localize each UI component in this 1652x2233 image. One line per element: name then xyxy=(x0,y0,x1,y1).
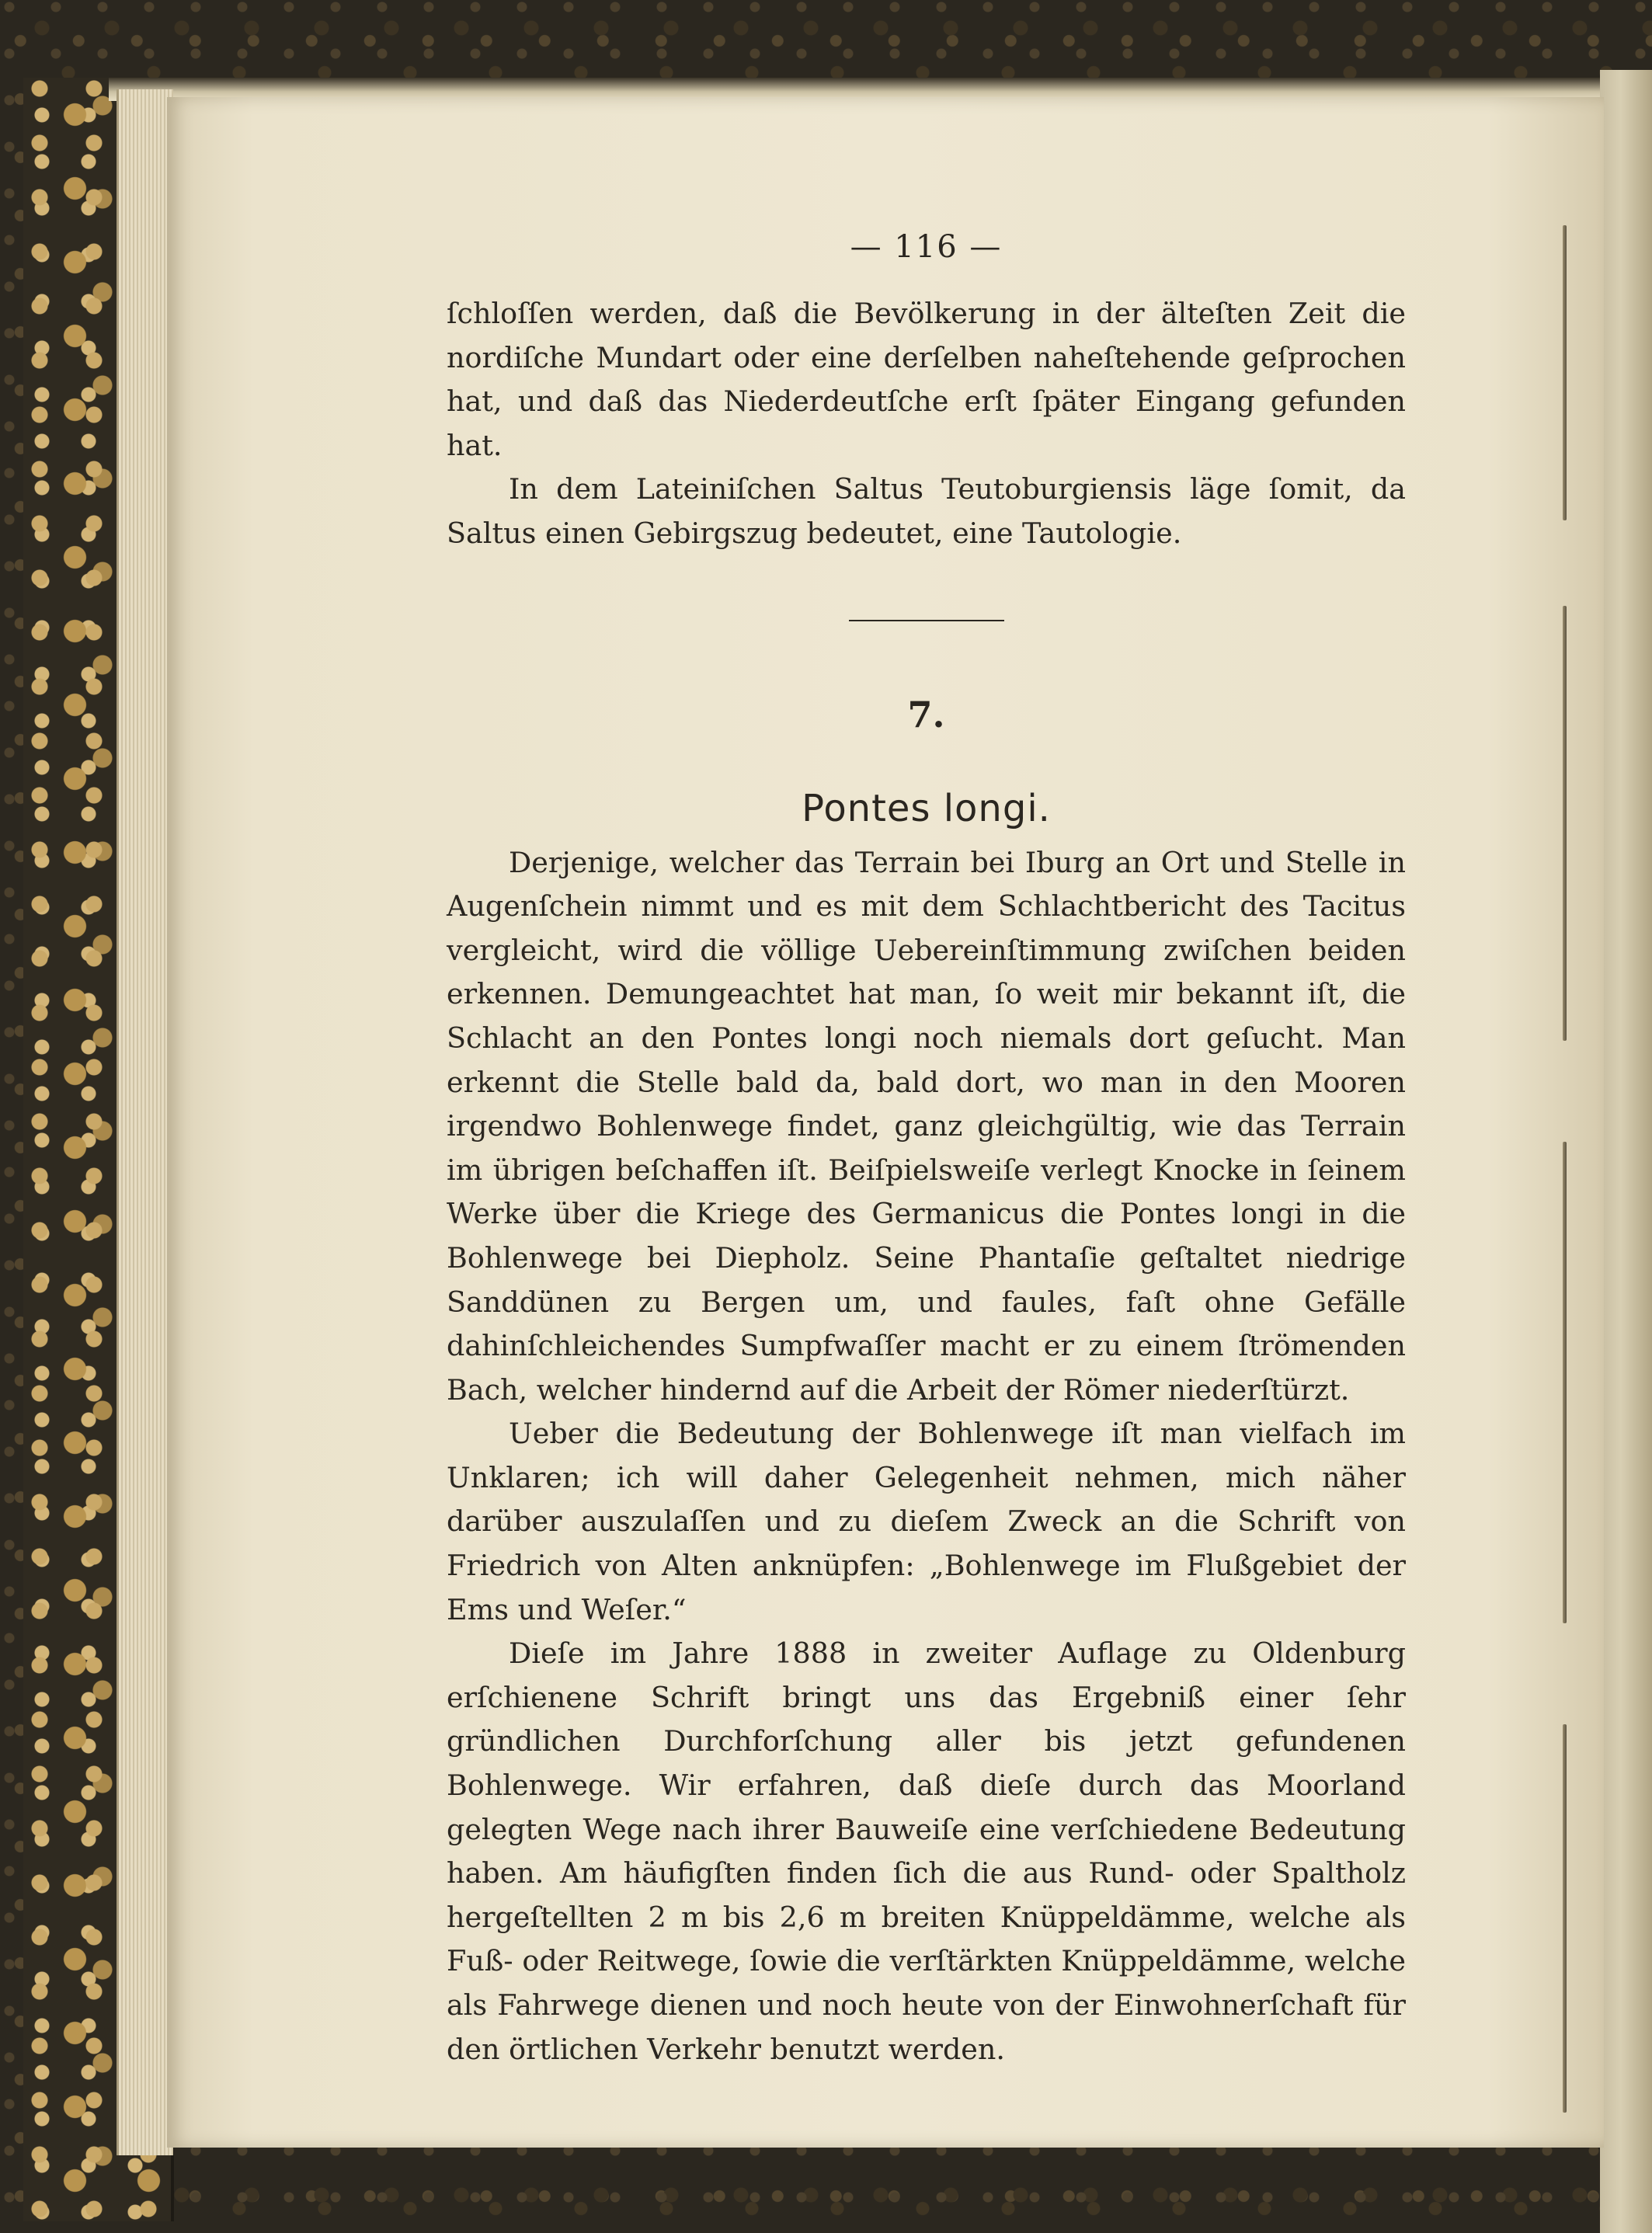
margin-line xyxy=(1563,225,1567,520)
section-title: Pontes longi. xyxy=(802,786,1051,830)
margin-line xyxy=(1563,1724,1567,2113)
section-divider xyxy=(849,620,1004,621)
paragraph: Derjenige, welcher das Terrain bei Iburg an Ort und Stelle in Augenſchein nimmt und es mit dem Schlachtbericht des Tacitus vergleicht, wird die völlige Uebereinſtimmung zwiſchen beiden erkennen. Demungeachtet hat man, ſo weit mir bekannt iſt, die Schlacht an den Pontes longi noch niemals dort geſucht. Man erkennt die Stelle bald da, bald dort, wo man in den Mooren irgendwo Bohlenwege findet, ganz gleichgültig, wie das Terrain im übrigen beſchaffen iſt. Beiſpielsweiſe verlegt Knocke in ſeinem Werke über die Kriege des Germanicus die Pontes longi in die Bohlenwege bei Diepholz. Seine Phantaſie geſtaltet niedrige Sanddünen zu Bergen um, und faules, faſt ohne Gefälle dahinſchleichendes Sumpfwaſſer macht er zu einem ſtrömenden Bach, welcher hindernd auf die Arbeit der Römer niederſtürzt. xyxy=(447,845,1406,1407)
margin-line xyxy=(1563,606,1567,1041)
section-number: 7. xyxy=(907,693,945,736)
page-text xyxy=(447,225,1406,2071)
page-number: — 116 — xyxy=(850,229,1003,265)
paragraph: Ueber die Bedeutung der Bohlenwege iſt man vielfach im Unklaren; ich will daher Gelegenheit nehmen, mich näher darüber auszulaſſen und zu dieſem Zweck an die Schrift von Friedrich von Alten anknüpfen: „Bohlenwege im Flußgebiet der Ems und Weſer.“ xyxy=(447,1417,1406,1626)
page-stack-edges xyxy=(117,89,173,2155)
paragraph: Dieſe im Jahre 1888 in zweiter Auflage zu Oldenburg erſchienene Schrift bringt uns das Ergebniß einer ſehr gründlichen Durchforſchung aller bis jetzt gefundenen Bohlenwege. Wir erfahren, daß dieſe durch das Moorland gelegten Wege nach ihrer Bauweiſe eine verſchiedene Bedeutung haben. Am häufigſten finden ſich die aus Rund- oder Spaltholz hergeſtellten 2 m bis 2,6 m breiten Knüppeldämme, welche als Fuß- oder Reitwege, ſowie die verſtärkten Knüppeldämme, welche als Fahrwege dienen und noch heute von der Einwohnerſchaft für den örtlichen Verkehr benutzt werden. xyxy=(447,1636,1406,2066)
paragraph: In dem Lateiniſchen Saltus Teutoburgiensis läge ſomit, da Saltus einen Gebirgszug bedeutet, eine Tautologie. xyxy=(447,472,1406,550)
margin-line xyxy=(1563,1142,1567,1623)
paragraph: ſchloſſen werden, daß die Bevölkerung in der älteſten Zeit die nordiſche Mundart oder eine derſelben naheſtehende geſprochen hat, und daß das Niederdeutſche erſt ſpäter Eingang gefunden hat. xyxy=(447,297,1406,462)
book-cover-right xyxy=(1600,70,1652,2233)
